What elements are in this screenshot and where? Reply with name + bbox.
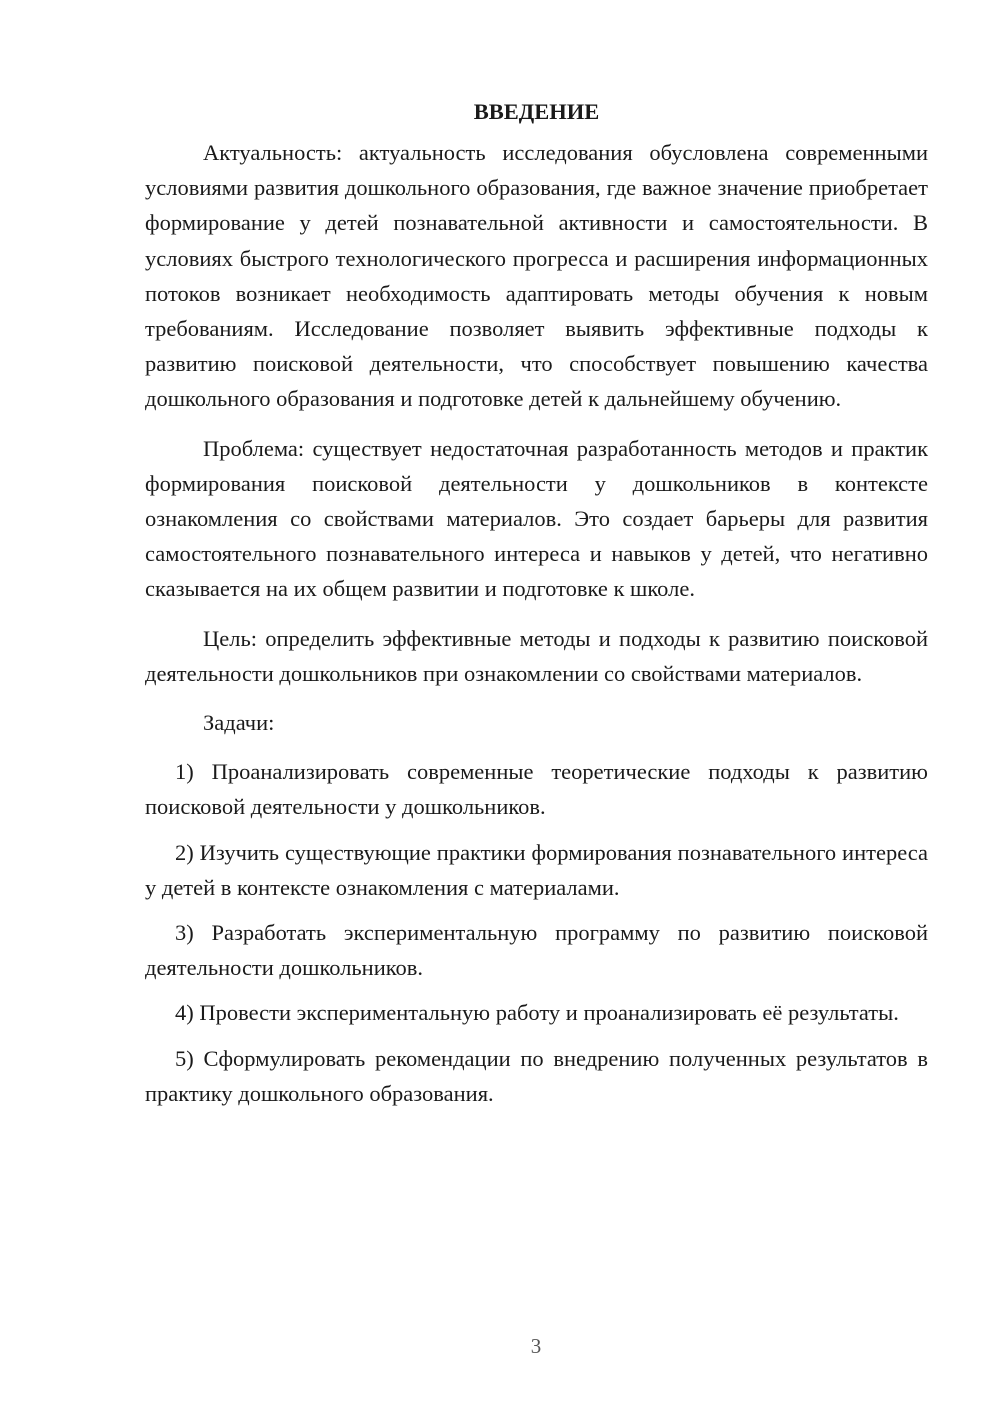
- task-item: 3) Разработать экспериментальную программу по развитию поисковой деятельности дошкольников.: [145, 920, 928, 981]
- task-item: 1) Проанализировать современные теоретические подходы к развитию поисковой деятельности у дошкольников.: [145, 759, 928, 820]
- page-body: [145, 94, 928, 1121]
- tasks-list: [145, 754, 928, 1111]
- task-item: 4) Провести экспериментальную работу и проанализировать её результаты.: [175, 1000, 899, 1026]
- task-item: 2) Изучить существующие практики формирования познавательного интереса у детей в контексте ознакомления с материалами.: [145, 839, 928, 900]
- goal-paragraph: Цель: определить эффективные методы и подходы к развитию поисковой деятельности дошкольников при ознакомлении со свойствами материалов.: [145, 625, 928, 686]
- relevance-paragraph: Актуальность: актуальность исследования обусловлена современными условиями развития дошкольного образования, где важное значение приобретает формирование у детей познавательной активности и самостоятельности. В условиях быстрого технологического прогресса и расширения информационных потоков возникает необходимость адаптировать методы обучения к новым требованиям. Исследование позволяет выявить эффективные подходы к развитию поисковой деятельности, что способствует повышению качества дошкольного образования и подготовке детей к дальнейшему обучению.: [145, 140, 928, 412]
- page-number: 3: [530, 1334, 542, 1358]
- section-title: ВВЕДЕНИЕ: [473, 99, 600, 124]
- tasks-heading: Задачи:: [203, 710, 275, 736]
- task-item: 5) Сформулировать рекомендации по внедрению полученных результатов в практику дошкольного образования.: [145, 1045, 928, 1106]
- problem-paragraph: Проблема: существует недостаточная разработанность методов и практик формирования поисковой деятельности у дошкольников в контексте ознакомления со свойствами материалов. Это создает барьеры для развития самостоятельного познавательного интереса и навыков у детей, что негативно сказывается на их общем развитии и подготовке к школе.: [145, 435, 928, 602]
